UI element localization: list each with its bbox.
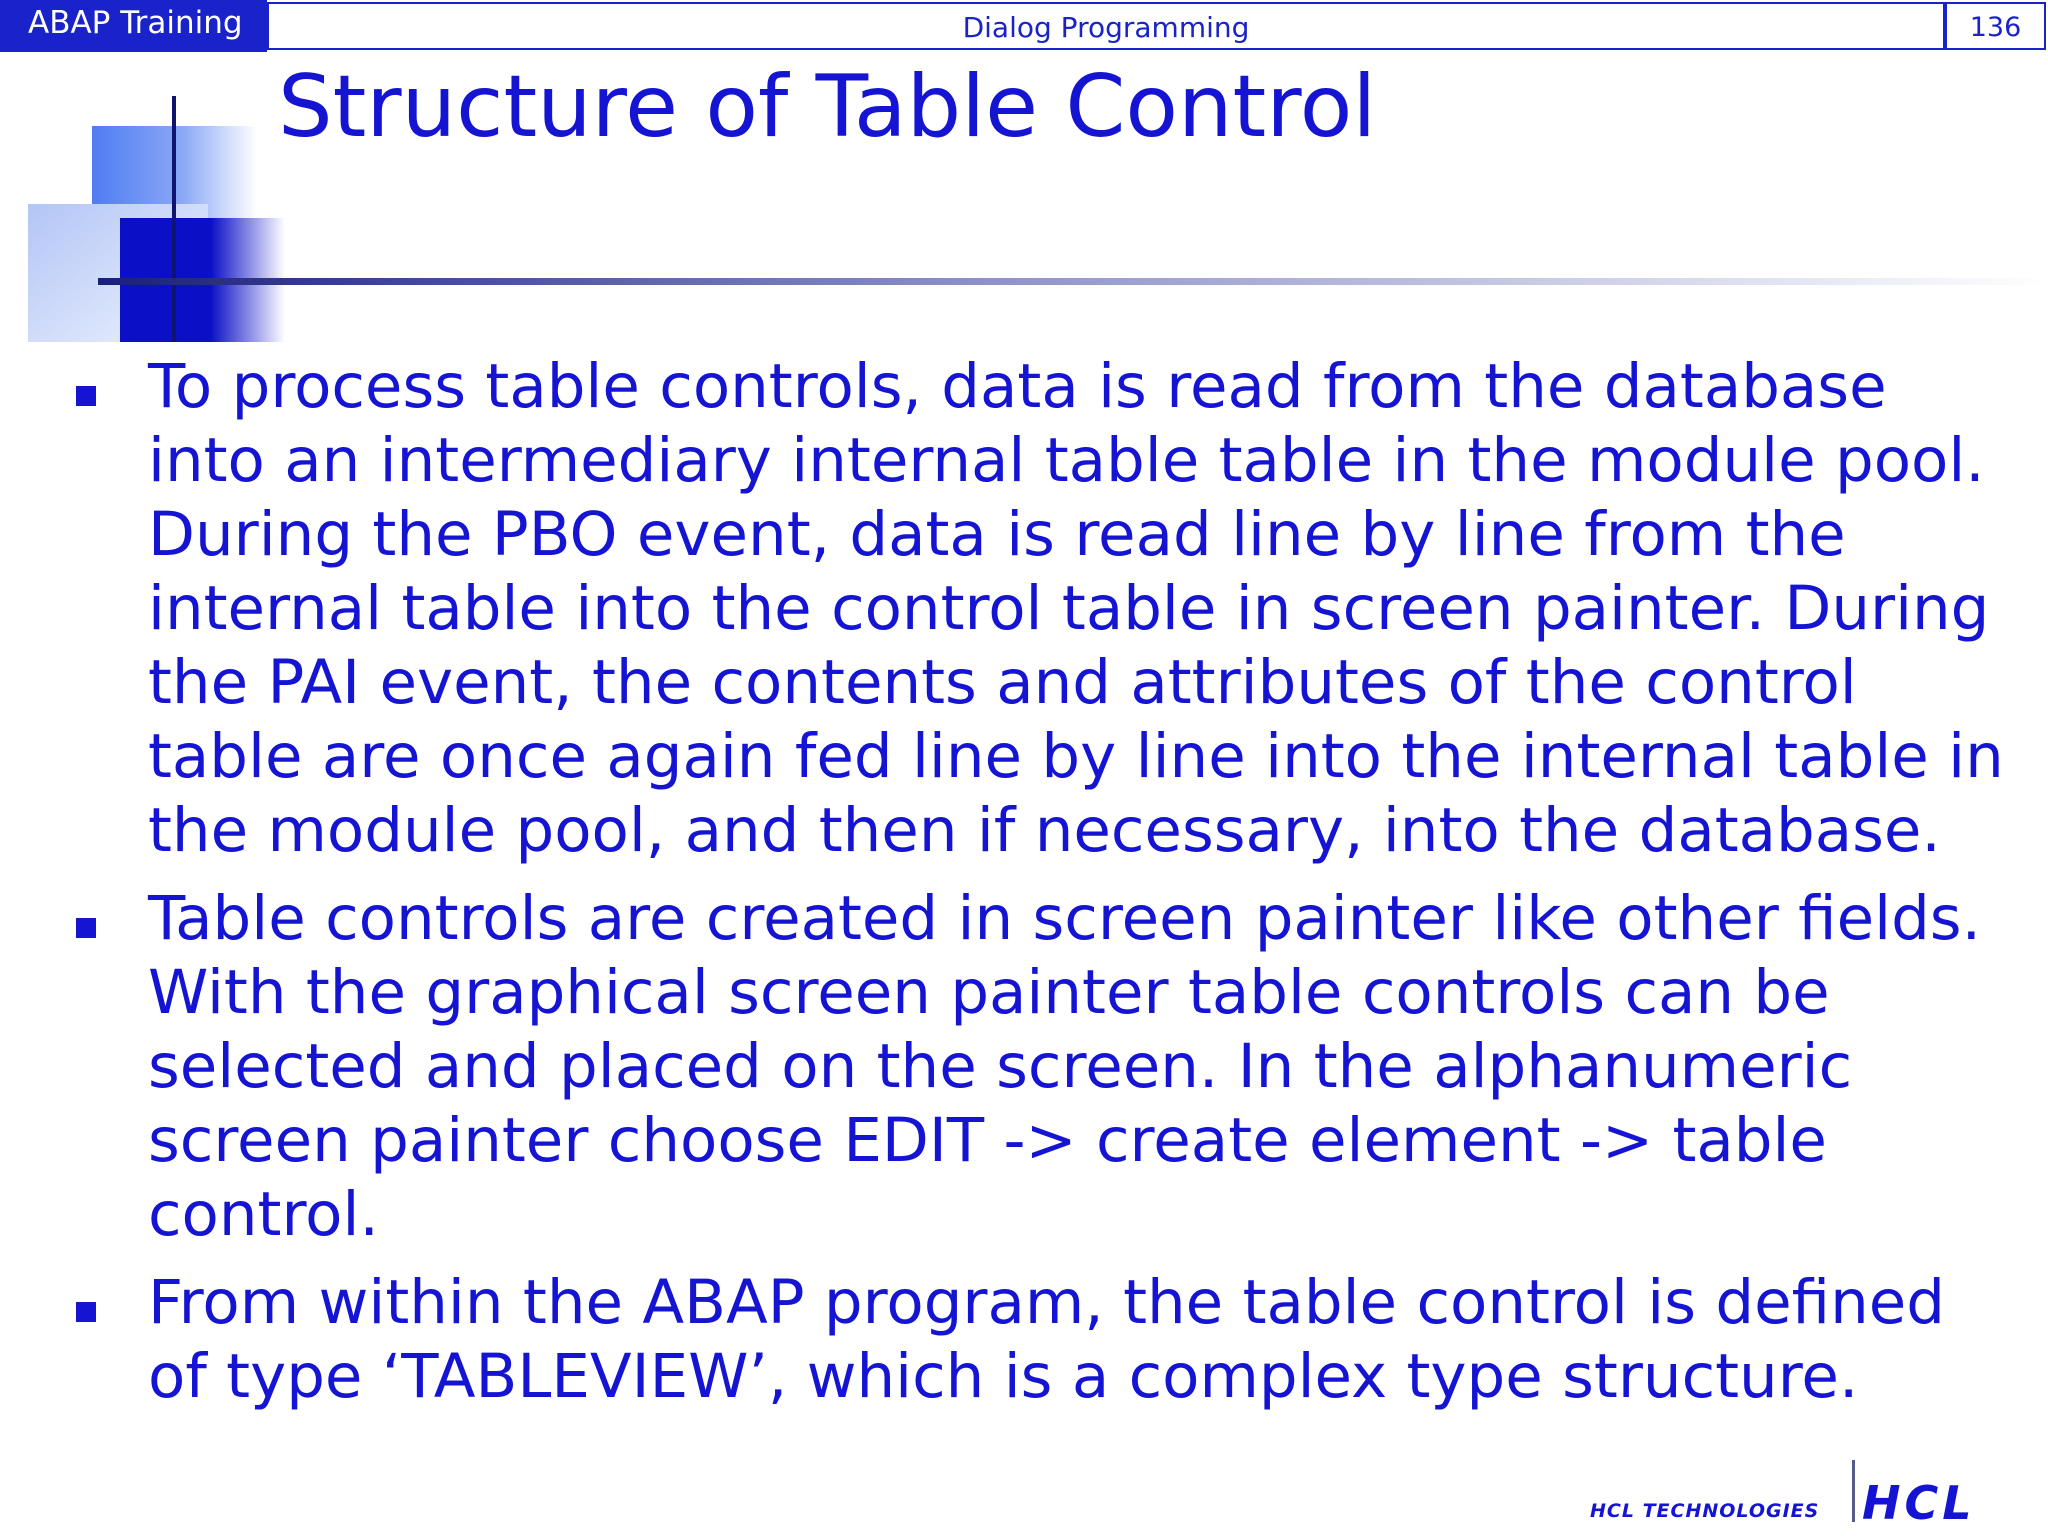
company-name-small: HCL TECHNOLOGIES: [1590, 1500, 1820, 1522]
company-logo-text: HCL: [1862, 1476, 1976, 1530]
slide-header: [0, 0, 2048, 52]
hcl-logo: [1590, 1460, 2030, 1530]
square-bullet-icon: [76, 918, 96, 938]
topic-label: Dialog Programming: [267, 2, 1945, 50]
square-bullet-icon: [76, 386, 96, 406]
bullet-text: To process table controls, data is read from the database into an intermediary internal table table in the module pool. During the PBO event, data is read line by line from the internal table into the control table in screen painter. During the PAI event, the contents and attributes of the control table are once again fed line by line into the internal table in the module pool, and then if necessary, into the database.: [148, 351, 2004, 866]
slide-title: Structure of Table Control: [278, 57, 1377, 157]
course-label: ABAP Training: [0, 0, 267, 52]
logo-divider: [1852, 1460, 1855, 1522]
square-bullet-icon: [76, 1302, 96, 1322]
bullet-text: From within the ABAP program, the table control is defined of type ‘TABLEVIEW’, which is a complex type structure.: [148, 1267, 1945, 1412]
bullet-text: Table controls are created in screen painter like other fields. With the graphical screen painter table controls can be selected and placed on the screen. In the alphanumeric screen painter choose EDIT -> create element -> table control.: [148, 883, 1981, 1250]
page-number: 136: [1945, 2, 2046, 50]
